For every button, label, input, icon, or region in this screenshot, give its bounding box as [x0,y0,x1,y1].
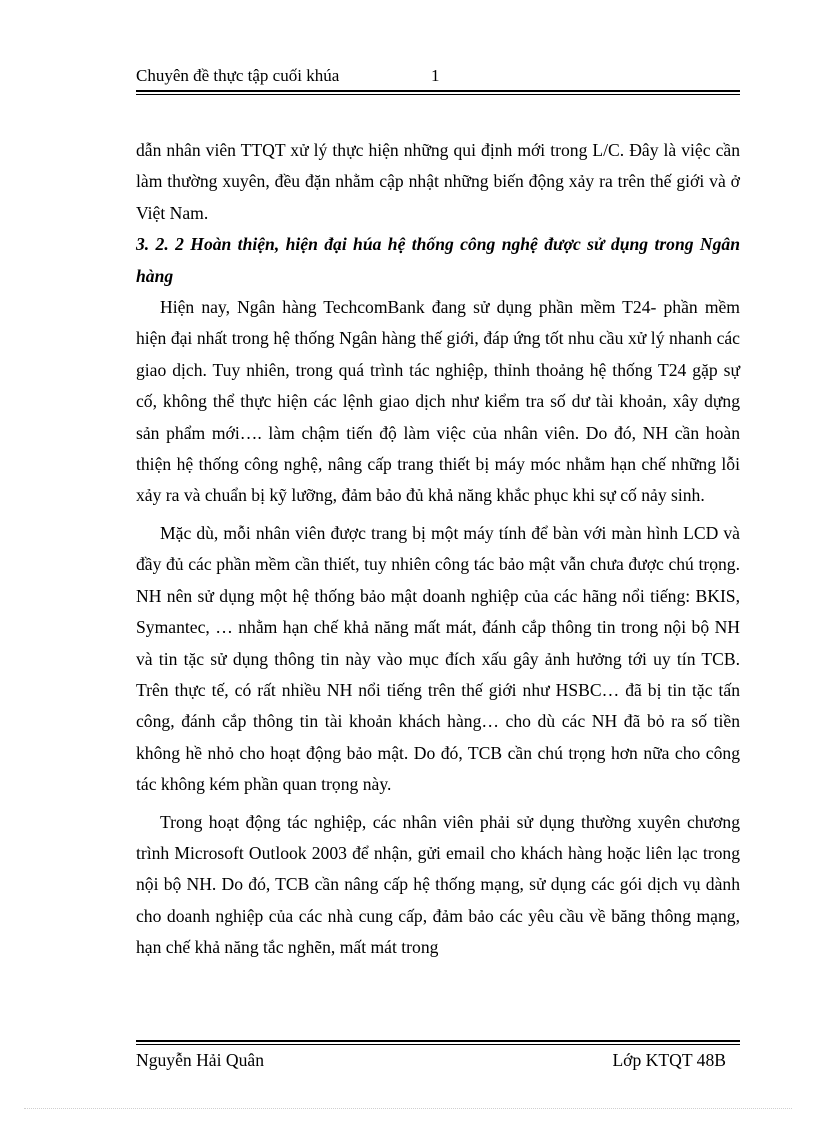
footer-class: Lớp KTQT 48B [612,1050,726,1070]
paragraph-2: Mặc dù, mỗi nhân viên được trang bị một máy tính để bàn với màn hình LCD và đầy đủ các phần mềm cần thiết, tuy nhiên công tác bảo mật vẫn chưa được chú trọng. NH nên sử dụng một hệ thống bảo mật doanh nghiệp của các hãng nổi tiếng: BKIS, Symantec, … nhằm hạn chế khả năng mất mát, đánh cắp thông tin trong nội bộ NH và tin tặc sử dụng thông tin này vào mục đích xấu gây ảnh hưởng tới uy tín TCB. Trên thực tế, có rất nhiều NH nổi tiếng trên thế giới như HSBC… đã bị tin tặc tấn công, đánh cắp thông tin tài khoản khách hàng… cho dù các NH đã bỏ ra số tiền không hề nhỏ cho hoạt động bảo mật. Do đó, TCB cần chú trọng hơn nữa cho công tác không kém phần quan trọng này. [136,522,740,795]
page-edge-divider [24,1108,792,1109]
page-footer [136,1044,740,1074]
header-rule-thick [136,90,740,92]
continued-paragraph: dẫn nhân viên TTQT xử lý thực hiện những qui định mới trong L/C. Đây là việc cần làm thường xuyên, đều đặn nhằm cập nhật những biến động xảy ra trên thế giới và ở Việt Nam. [136,140,740,223]
header-title: Chuyên đề thực tập cuối khúa [136,66,340,85]
paragraph-3: Trong hoạt động tác nghiệp, các nhân viên phải sử dụng thường xuyên chương trình Microsoft Outlook 2003 để nhận, gửi email cho khách hàng hoặc liên lạc trong nội bộ NH. Do đó, TCB cần nâng cấp hệ thống mạng, sử dụng các gói dịch vụ dành cho doanh nghiệp của các nhà cung cấp, đảm bảo các yêu cầu về băng thông mạng, hạn chế khả năng tắc nghẽn, mất mát trong [136,811,740,958]
page-header [136,64,740,90]
document-body [136,135,740,964]
page-number: 1 [431,66,440,85]
footer-rule-thick [136,1040,740,1042]
section-heading: 3. 2. 2 Hoàn thiện, hiện đại húa hệ thống công nghệ được sử dụng trong Ngân hàng [136,234,740,286]
footer-author: Nguyễn Hải Quân [136,1050,265,1070]
header-rule-thin [136,94,740,95]
paragraph-1: Hiện nay, Ngân hàng TechcomBank đang sử dụng phần mềm T24- phần mềm hiện đại nhất trong hệ thống Ngân hàng thế giới, đáp ứng tốt nhu cầu xử lý nhanh các giao dịch. Tuy nhiên, trong quá trình tác nghiệp, thỉnh thoảng hệ thống T24 gặp sự cố, không thể thực hiện các lệnh giao dịch như kiểm tra số dư tài khoản, xây dựng sản phẩm mới…. làm chậm tiến độ làm việc của nhân viên. Do đó, NH cần hoàn thiện hệ thống công nghệ, nâng cấp trang thiết bị máy móc nhằm hạn chế những lỗi xảy ra và chuẩn bị kỹ lưỡng, đảm bảo đủ khả năng khắc phục khi sự cố nảy sinh. [136,297,740,506]
